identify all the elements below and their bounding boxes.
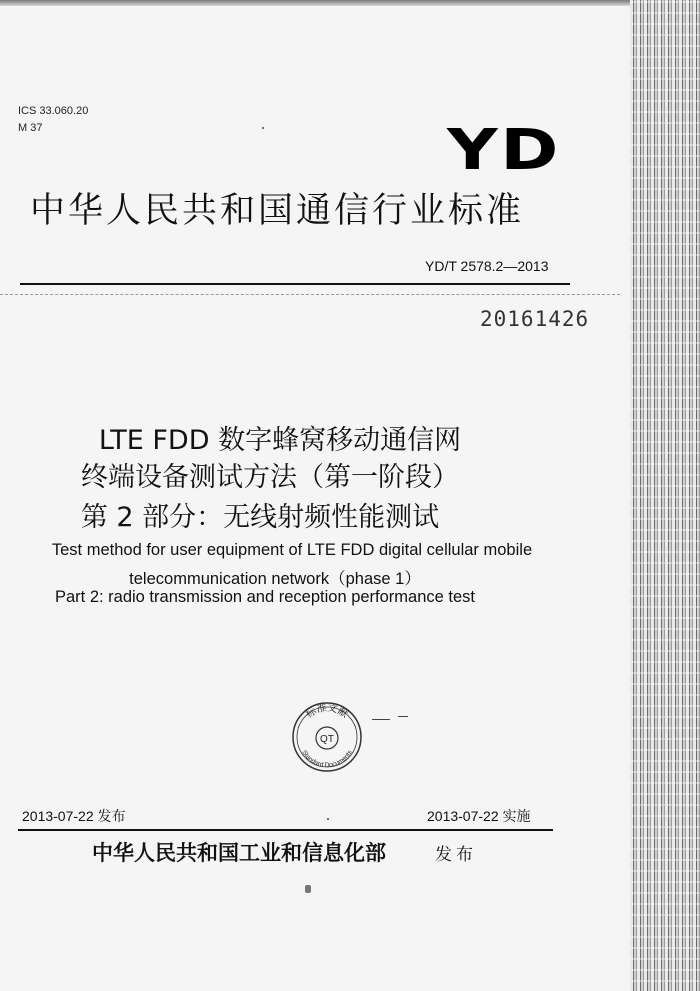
scan-speck — [305, 885, 311, 893]
scanned-page-edge — [630, 0, 700, 991]
scan-speck — [398, 716, 408, 717]
title-en-line-3: Part 2: radio transmission and reception performance test — [54, 588, 476, 606]
seal-top-text: 标准文献 — [304, 702, 350, 721]
issuer-suffix: 发布 — [435, 845, 477, 865]
seal-bottom-text: Standard Documents — [300, 749, 354, 770]
standard-number: YD/T 2578.2—2013 — [425, 258, 549, 274]
yd-logo: YD — [447, 118, 561, 183]
issuing-authority: 中华人民共和国工业和信息化部 — [92, 840, 386, 865]
scan-speck — [327, 818, 329, 820]
title-en-line-2: telecommunication network（phase 1） — [129, 570, 421, 588]
ccs-code: M 37 — [18, 122, 43, 134]
dotted-scan-line — [0, 294, 620, 295]
title-en-line-1: Test method for user equipment of LTE FDD digital cellular mobile — [51, 541, 533, 559]
ics-code: ICS 33.060.20 — [18, 105, 89, 117]
header-rule — [20, 283, 570, 285]
standard-documents-seal — [291, 701, 363, 773]
scan-speck — [372, 719, 390, 720]
implementation-date: 2013-07-22 实施 — [427, 808, 531, 824]
classification-codes — [18, 103, 88, 137]
publish-date: 2013-07-22 发布 — [22, 808, 126, 824]
title-cn-line-3: 第 2 部分：无线射频性能测试 — [80, 502, 440, 533]
archive-stamp-number: 20161426 — [480, 307, 590, 331]
title-cn-line-1: LTE FDD 数字蜂窝移动通信网 — [98, 425, 462, 456]
scan-speck — [262, 127, 264, 129]
footer-rule — [18, 829, 553, 831]
standard-category-title: 中华人民共和国通信行业标准 — [30, 191, 525, 231]
title-cn-line-2: 终端设备测试方法（第一阶段） — [81, 462, 459, 493]
seal-center-text: QT — [320, 734, 334, 745]
